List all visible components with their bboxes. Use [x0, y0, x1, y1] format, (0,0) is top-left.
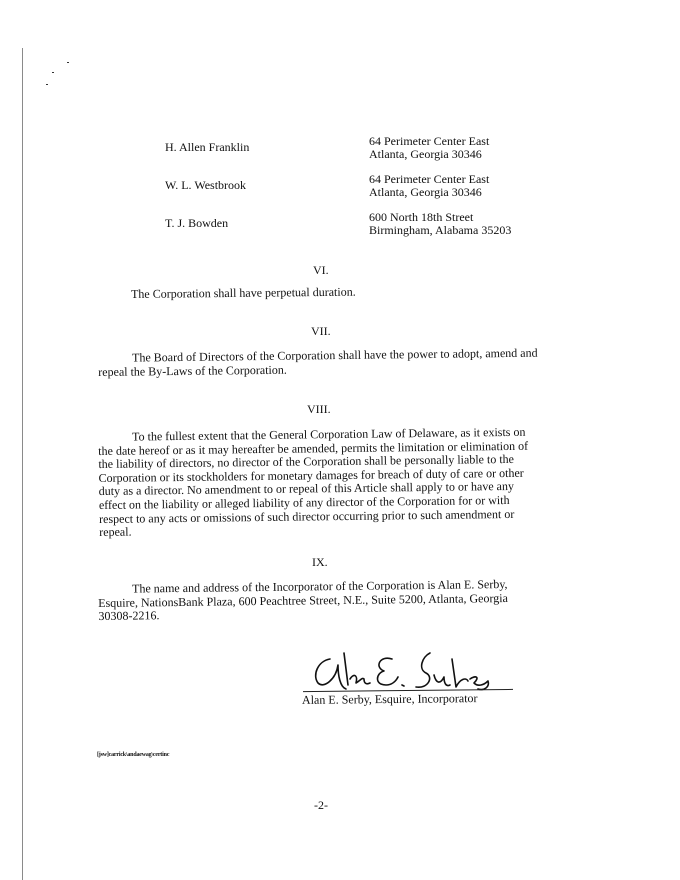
scan-speck [52, 72, 54, 73]
scan-speck [67, 62, 69, 63]
article-viii-paragraph [98, 426, 531, 540]
address-line: 64 Perimeter Center East [369, 134, 490, 148]
paragraph-line: repeal the By-Laws of the Corporation. [98, 362, 287, 379]
paragraph-line: effect on the liability or alleged liability of any director of the Corporation for or with [98, 492, 510, 512]
handwritten-signature [300, 645, 515, 693]
director-name: H. Allen Franklin [165, 140, 250, 154]
article-heading-vi: VI. [313, 263, 329, 277]
paragraph-line: duty as a director. No amendment to or repeal of this Article shall apply to or have any [98, 479, 515, 499]
article-vii-paragraph [98, 345, 538, 379]
article-heading-vii: VII. [311, 324, 331, 338]
document-file-path: [jsw]carrick\andaewag\certinc [97, 752, 170, 758]
director-name: T. J. Bowden [165, 216, 229, 230]
paragraph-line: repeal. [99, 524, 132, 540]
director-address [369, 135, 489, 161]
address-line: 600 North 18th Street [369, 210, 474, 224]
paragraph-line: respect to any acts or omissions of such director occurring prior to such amendment or [98, 506, 515, 526]
paragraph-line: the liability of directors, no director of the Corporation shall be personally liable to the [98, 452, 515, 472]
director-address [369, 211, 511, 237]
paragraph-line: Esquire, NationsBank Plaza, 600 Peachtree Street, N.E., Suite 5200, Atlanta, Georgia [98, 590, 508, 610]
page-number: -2- [314, 798, 328, 812]
director-address [369, 173, 489, 199]
article-ix-paragraph [98, 578, 530, 624]
paragraph-line: The name and address of the Incorporator of the Corporation is Alan E. Serby, [131, 576, 508, 596]
address-line: Birmingham, Alabama 35203 [369, 223, 512, 237]
paragraph-line: To the fullest extent that the General Corporation Law of Delaware, as it exists on [131, 424, 526, 444]
signature-caption: Alan E. Serby, Esquire, Incorporator [301, 691, 478, 707]
address-line: Atlanta, Georgia 30346 [369, 147, 482, 161]
paragraph-line: 30308-2216. [98, 608, 160, 624]
paragraph-line: Corporation or its stockholders for monetary damages for breach of duty of care or other [98, 465, 524, 485]
address-line: 64 Perimeter Center East [369, 172, 490, 186]
scan-speck [46, 84, 48, 85]
director-name: W. L. Westbrook [165, 178, 247, 192]
paragraph-line: the date hereof or as it may hereafter be amended, permits the limitation or elimination of [98, 438, 529, 458]
article-vi-text: The Corporation shall have perpetual duration. [130, 284, 356, 301]
address-line: Atlanta, Georgia 30346 [369, 185, 482, 199]
paragraph-line: The Board of Directors of the Corporation shall have the power to adopt, amend and [131, 345, 538, 365]
article-heading-viii: VIII. [307, 402, 331, 416]
scan-edge-line [22, 48, 23, 880]
article-heading-ix: IX. [312, 555, 328, 569]
signature-block [300, 645, 515, 710]
